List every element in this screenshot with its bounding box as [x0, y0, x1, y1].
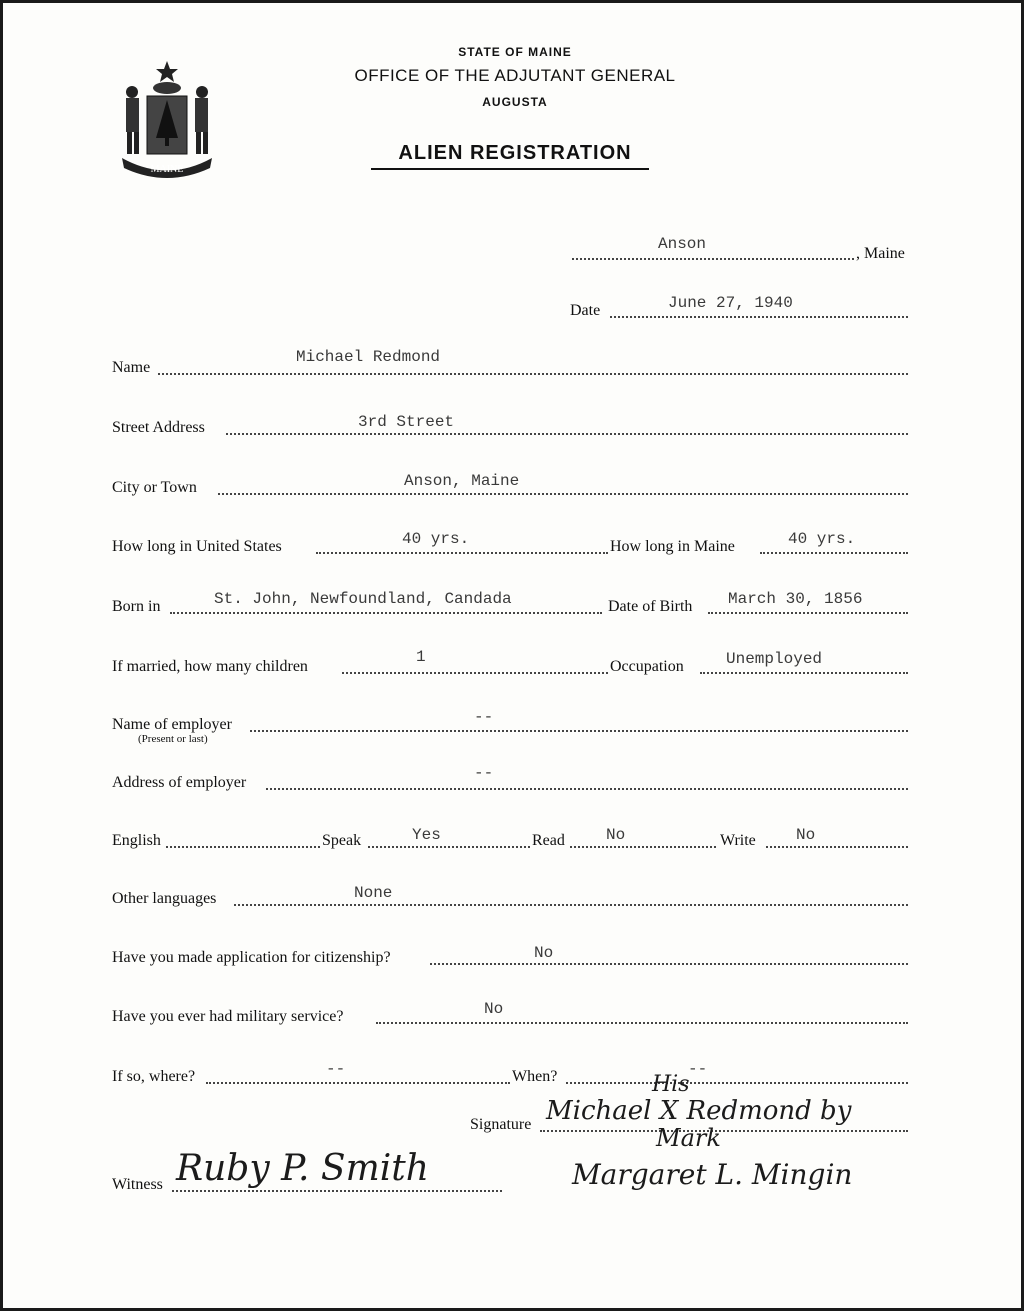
street-address-line — [226, 433, 908, 435]
read-line — [570, 846, 716, 848]
citizenship-label: Have you made application for citizenship? — [112, 949, 391, 966]
occupation-label: Occupation — [610, 658, 684, 675]
employer-address-value: -- — [474, 764, 494, 782]
employer-name-value: -- — [474, 708, 494, 726]
employer-name-line — [250, 730, 908, 732]
military-line — [376, 1022, 908, 1024]
military-value: No — [484, 1000, 504, 1018]
dob-value: March 30, 1856 — [728, 590, 863, 608]
write-label: Write — [720, 832, 756, 849]
employer-note: (Present or last) — [138, 733, 208, 745]
maine-label: , Maine — [856, 245, 905, 262]
header-office: OFFICE OF THE ADJUTANT GENERAL — [354, 66, 676, 85]
children-label: If married, how many children — [112, 658, 308, 675]
other-languages-label: Other languages — [112, 890, 217, 907]
name-label: Name — [112, 359, 151, 376]
how-long-us-value: 40 yrs. — [402, 530, 470, 548]
witness-handwritten: Ruby P. Smith — [176, 1148, 429, 1189]
name-value: Michael Redmond — [296, 348, 441, 366]
employer-address-label: Address of employer — [112, 774, 247, 791]
children-value: 1 — [416, 648, 426, 666]
children-line — [342, 672, 608, 674]
city-town-value: Anson, Maine — [404, 472, 520, 490]
city-town-line — [218, 493, 908, 495]
other-languages-value: None — [354, 884, 393, 902]
speak-value: Yes — [412, 826, 441, 844]
born-in-label: Born in — [112, 598, 161, 615]
speak-label: Speak — [322, 832, 362, 849]
street-address-label: Street Address — [112, 419, 205, 436]
witness-label: Witness — [112, 1176, 163, 1193]
street-address-value: 3rd Street — [358, 413, 455, 431]
occupation-value: Unemployed — [726, 650, 823, 668]
english-line — [166, 846, 320, 848]
where-line — [206, 1082, 510, 1084]
name-line — [158, 373, 908, 375]
born-in-line — [170, 612, 602, 614]
city-town-label: City or Town — [112, 479, 197, 496]
signature-mark: Mark — [656, 1124, 721, 1152]
date-value: June 27, 1940 — [668, 294, 793, 312]
write-value: No — [796, 826, 816, 844]
when-value: -- — [688, 1060, 708, 1078]
when-label: When? — [512, 1068, 558, 1085]
signature-his: His — [652, 1072, 690, 1097]
read-label: Read — [532, 832, 565, 849]
read-value: No — [606, 826, 626, 844]
signature-signed-by: Margaret L. Mingin — [572, 1158, 853, 1191]
how-long-maine-line — [760, 552, 908, 554]
other-languages-line — [234, 904, 908, 906]
dob-label: Date of Birth — [608, 598, 693, 615]
when-line — [566, 1082, 908, 1084]
town-line — [572, 258, 854, 260]
title-underline — [371, 168, 649, 170]
citizenship-value: No — [534, 944, 554, 962]
how-long-us-line — [316, 552, 608, 554]
speak-line — [368, 846, 530, 848]
write-line — [766, 846, 908, 848]
if-so-where-label: If so, where? — [112, 1068, 196, 1085]
citizenship-line — [430, 963, 908, 965]
english-label: English — [112, 832, 161, 849]
town-value: Anson — [658, 235, 707, 253]
header-state: STATE OF MAINE — [458, 45, 572, 59]
date-label: Date — [570, 302, 601, 319]
how-long-maine-value: 40 yrs. — [788, 530, 856, 548]
how-long-us-label: How long in United States — [112, 538, 282, 555]
occupation-line — [700, 672, 908, 674]
page-title: ALIEN REGISTRATION — [398, 142, 632, 164]
where-value: -- — [326, 1060, 346, 1078]
header-city: AUGUSTA — [482, 95, 548, 109]
signature-line — [540, 1130, 908, 1132]
signature-handwritten: Michael X Redmond by — [546, 1096, 852, 1126]
employer-address-line — [266, 788, 908, 790]
employer-name-label: Name of employer — [112, 716, 232, 733]
military-label: Have you ever had military service? — [112, 1008, 344, 1025]
maine-state-seal-icon — [112, 58, 222, 183]
signature-label: Signature — [470, 1116, 532, 1133]
how-long-maine-label: How long in Maine — [610, 538, 735, 555]
born-in-value: St. John, Newfoundland, Candada — [214, 590, 512, 608]
date-line — [610, 316, 908, 318]
dob-line — [708, 612, 908, 614]
witness-line — [172, 1190, 502, 1192]
seal-label: MAINE — [150, 164, 184, 175]
